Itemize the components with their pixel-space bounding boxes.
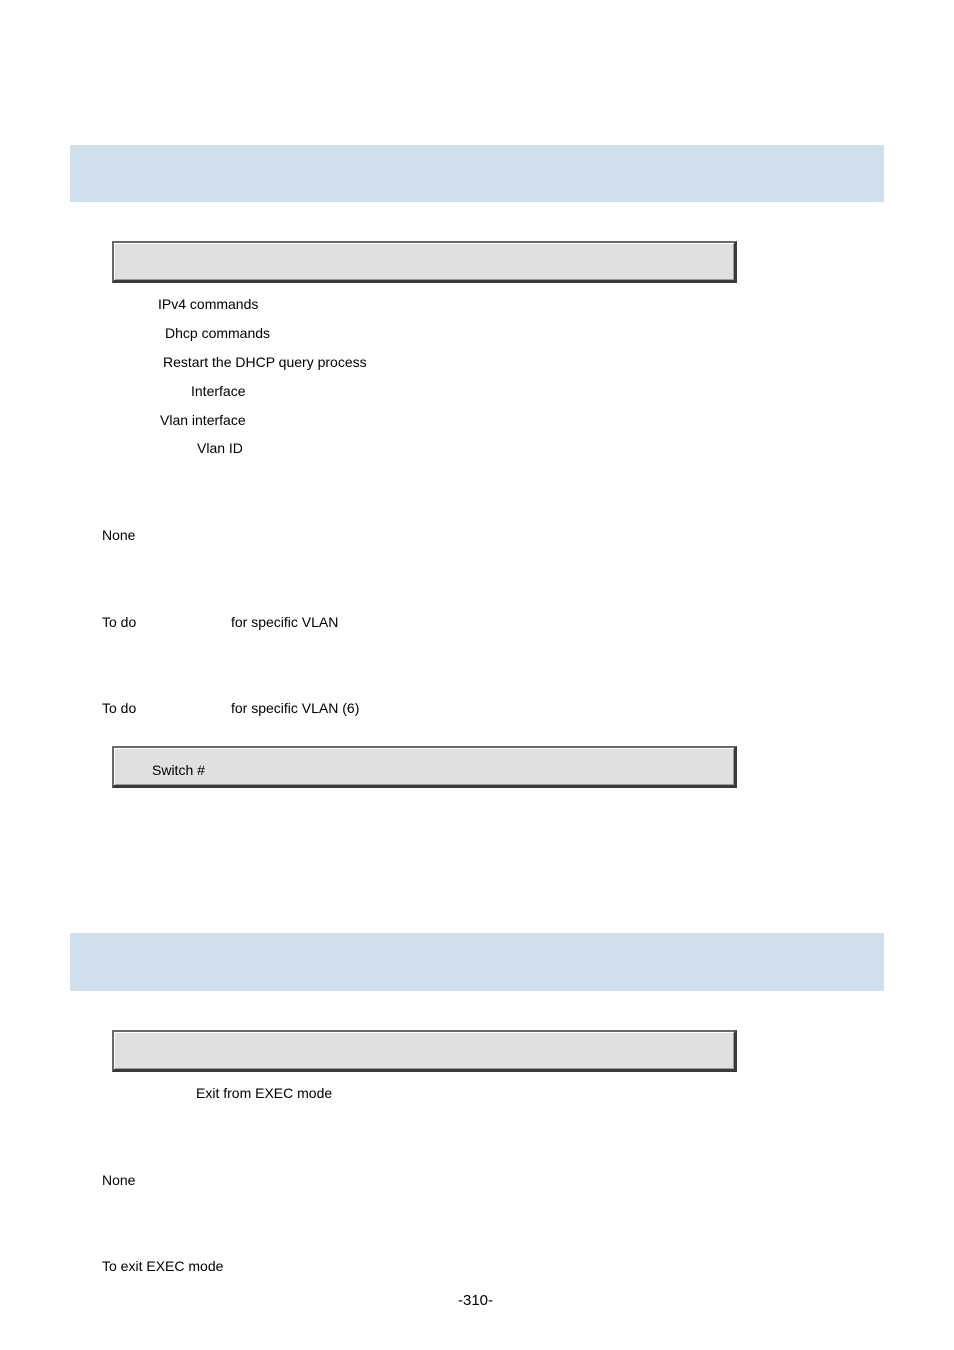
usage-text-suffix: for specific VLAN xyxy=(231,614,339,630)
example-box xyxy=(112,746,737,788)
parameter-exit-description: Exit from EXEC mode xyxy=(196,1085,333,1101)
syntax-box xyxy=(112,241,737,283)
section-heading-band xyxy=(70,933,884,991)
default-value: None xyxy=(102,1172,136,1188)
parameter-retry-description: Restart the DHCP query process xyxy=(163,354,367,370)
default-value: None xyxy=(102,527,136,543)
example-text-suffix: for specific VLAN (6) xyxy=(231,700,360,716)
parameter-interface-description: Interface xyxy=(191,383,246,399)
usage-text-prefix: To do xyxy=(102,614,137,630)
usage-text: To exit EXEC mode xyxy=(102,1258,224,1274)
example-text-prefix: To do xyxy=(102,700,137,716)
parameter-vlan-description: Vlan interface xyxy=(160,412,246,428)
page-number: -310- xyxy=(458,1292,494,1309)
parameter-vlan-id-description: Vlan ID xyxy=(197,440,243,456)
parameter-ip-description: IPv4 commands xyxy=(158,296,259,312)
syntax-box xyxy=(112,1030,737,1072)
parameter-dhcp-description: Dhcp commands xyxy=(165,325,271,341)
example-prompt: Switch # xyxy=(152,762,205,778)
section-heading-band xyxy=(70,145,884,202)
